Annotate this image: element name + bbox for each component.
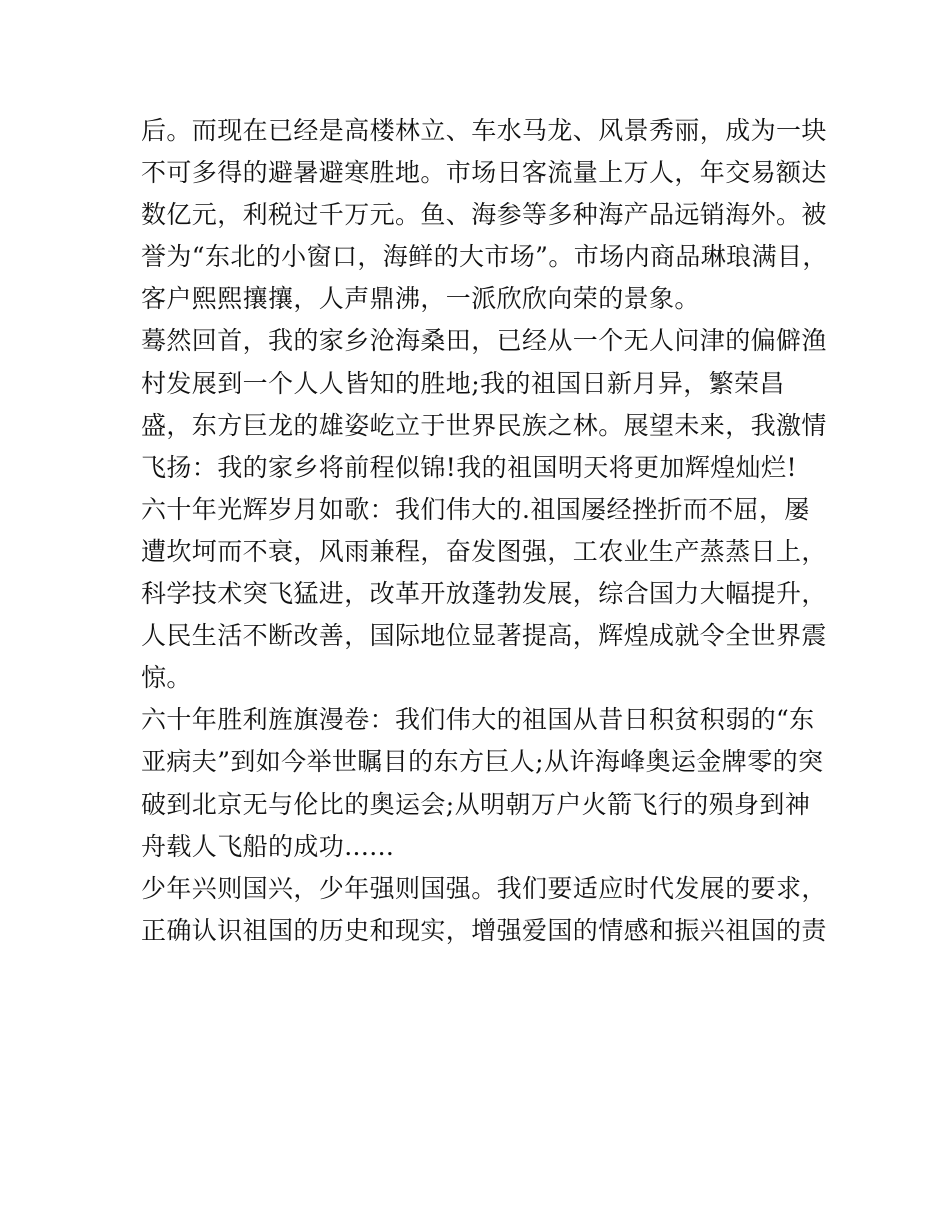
text-line: 六十年光辉岁月如歌：我们伟大的.祖国屡经挫折而不屈，屡 <box>141 494 810 524</box>
body-text <box>141 110 828 952</box>
text-line: 正确认识祖国的历史和现实，增强爱国的情感和振兴祖国的责 <box>141 915 827 945</box>
text-line: 人民生活不断改善，国际地位显著提高，辉煌成就令全世界震 <box>141 621 827 651</box>
text-line: 惊。 <box>141 663 192 693</box>
text-line: 科学技术突飞猛进，改革开放蓬勃发展，综合国力大幅提升， <box>141 579 827 609</box>
text-line: 村发展到一个人人皆知的胜地;我的祖国日新月异，繁荣昌 <box>141 368 785 398</box>
text-line: 飞扬：我的家乡将前程似锦!我的祖国明天将更加辉煌灿烂! <box>141 452 797 482</box>
text-line: 数亿元，利税过千万元。鱼、海参等多种海产品远销海外。被 <box>141 200 827 230</box>
text-line: 六十年胜利旌旗漫卷：我们伟大的祖国从昔日积贫积弱的“东 <box>141 705 815 735</box>
text-line: 客户熙熙攘攘，人声鼎沸，一派欣欣向荣的景象。 <box>141 284 700 314</box>
text-line: 亚病夫”到如今举世瞩目的东方巨人;从许海峰奥运金牌零的突 <box>141 747 824 777</box>
text-line: 后。而现在已经是高楼林立、车水马龙、风景秀丽，成为一块 <box>141 116 827 145</box>
text-line: 遭坎坷而不衰，风雨兼程，奋发图强，工农业生产蒸蒸日上， <box>141 536 827 566</box>
text-line: 誉为“东北的小窗口，海鲜的大市场”。市场内商品琳琅满目， <box>141 242 828 272</box>
text-line: 舟载人飞船的成功...... <box>141 831 395 861</box>
text-line: 少年兴则国兴，少年强则国强。我们要适应时代发展的要求， <box>141 873 827 903</box>
text-line: 盛，东方巨龙的雄姿屹立于世界民族之林。展望未来，我激情 <box>141 410 827 440</box>
text-line: 不可多得的避暑避寒胜地。市场日客流量上万人，年交易额达 <box>141 158 827 188</box>
text-line: 蓦然回首，我的家乡沧海桑田，已经从一个无人问津的偏僻渔 <box>141 326 827 356</box>
text-line: 破到北京无与伦比的奥运会;从明朝万户火箭飞行的殒身到神 <box>141 789 811 819</box>
